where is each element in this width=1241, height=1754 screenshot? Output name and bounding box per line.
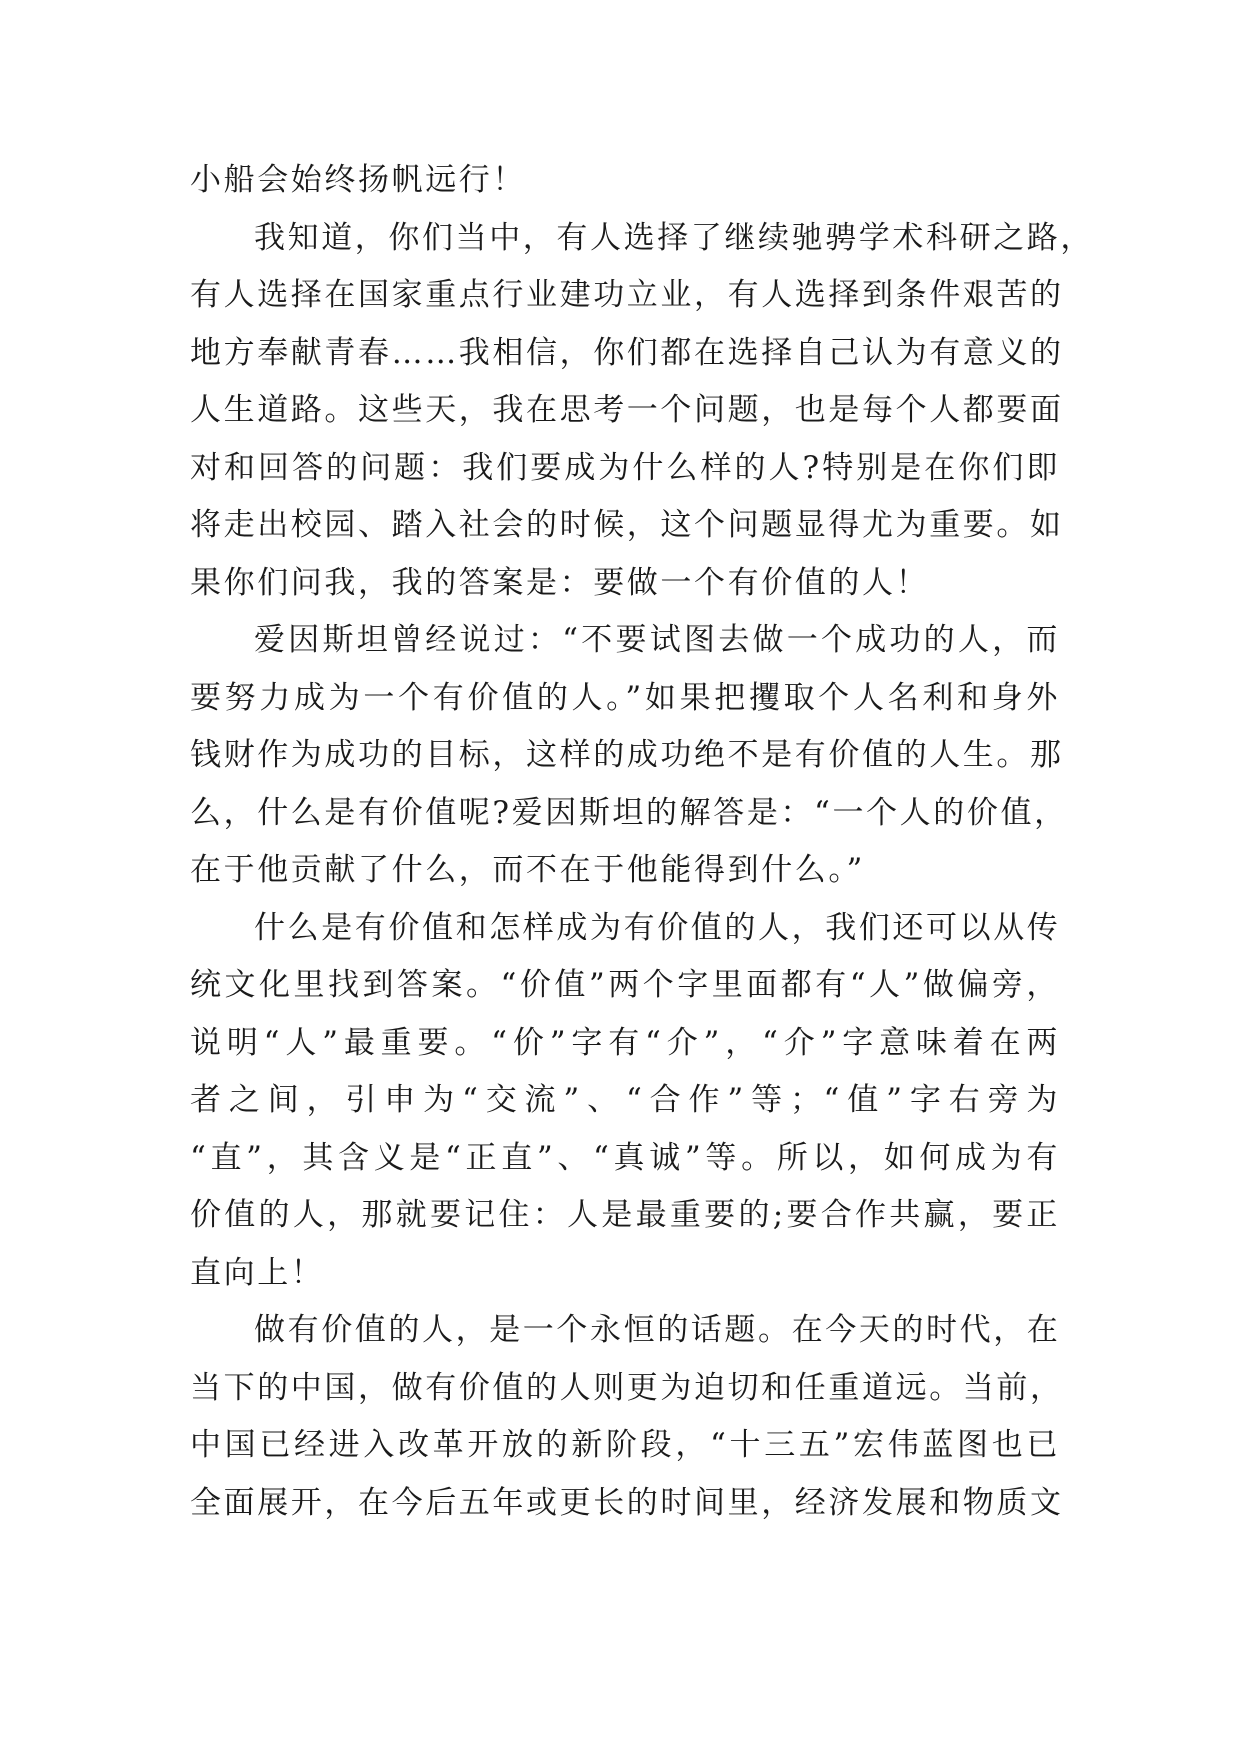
text-line: 么，什么是有价值呢?爱因斯坦的解答是：“一个人的价值，	[190, 794, 1068, 831]
text-line: 价值的人，那就要记住：人是最重要的;要合作共赢，要正	[190, 1197, 1060, 1233]
text-line: 爱因斯坦曾经说过：“不要试图去做一个成功的人，而	[254, 622, 1060, 658]
text-line: 者之间，引申为“交流”、“合作”等；“值”字右旁为	[190, 1082, 1060, 1118]
text-line: 将走出校园、踏入社会的时候，这个问题显得尤为重要。如	[190, 507, 1064, 543]
text-line: 说明“人”最重要。“价”字有“介”，“介”字意味着在两	[190, 1024, 1060, 1061]
text-line: 小船会始终扬帆远行！	[190, 162, 526, 198]
text-line: “直”，其含义是“正直”、“真诚”等。所以，如何成为有	[190, 1139, 1060, 1176]
text-line: 直向上！	[190, 1254, 325, 1291]
text-line: 果你们问我，我的答案是：要做一个有价值的人！	[190, 564, 930, 601]
text-line: 统文化里找到答案。“价值”两个字里面都有“人”做偏旁，	[190, 967, 1060, 1003]
text-line: 中国已经进入改革开放的新阶段，“十三五”宏伟蓝图也已	[190, 1427, 1060, 1463]
text-line: 做有价值的人，是一个永恒的话题。在今天的时代，在	[254, 1312, 1061, 1348]
text-line: 人生道路。这些天，我在思考一个问题，也是每个人都要面	[190, 392, 1064, 428]
text-line: 对和回答的问题：我们要成为什么样的人?特别是在你们即	[190, 449, 1060, 486]
text-line: 我知道，你们当中，有人选择了继续驰骋学术科研之路，	[254, 219, 1094, 256]
text-line: 当下的中国，做有价值的人则更为迫切和任重道远。当前，	[190, 1369, 1064, 1406]
text-line: 在于他贡献了什么，而不在于他能得到什么。”	[190, 852, 865, 888]
text-line: 钱财作为成功的目标，这样的成功绝不是有价值的人生。那	[190, 737, 1064, 773]
text-line: 地方奉献青春……我相信，你们都在选择自己认为有意义的	[190, 334, 1064, 371]
text-line: 要努力成为一个有价值的人。”如果把攫取个人名利和身外	[190, 679, 1060, 716]
text-line: 什么是有价值和怎样成为有价值的人，我们还可以从传	[254, 909, 1061, 946]
text-line: 有人选择在国家重点行业建功立业，有人选择到条件艰苦的	[190, 277, 1064, 313]
text-line: 全面展开，在今后五年或更长的时间里，经济发展和物质文	[190, 1484, 1064, 1521]
document-body	[190, 152, 1094, 1532]
